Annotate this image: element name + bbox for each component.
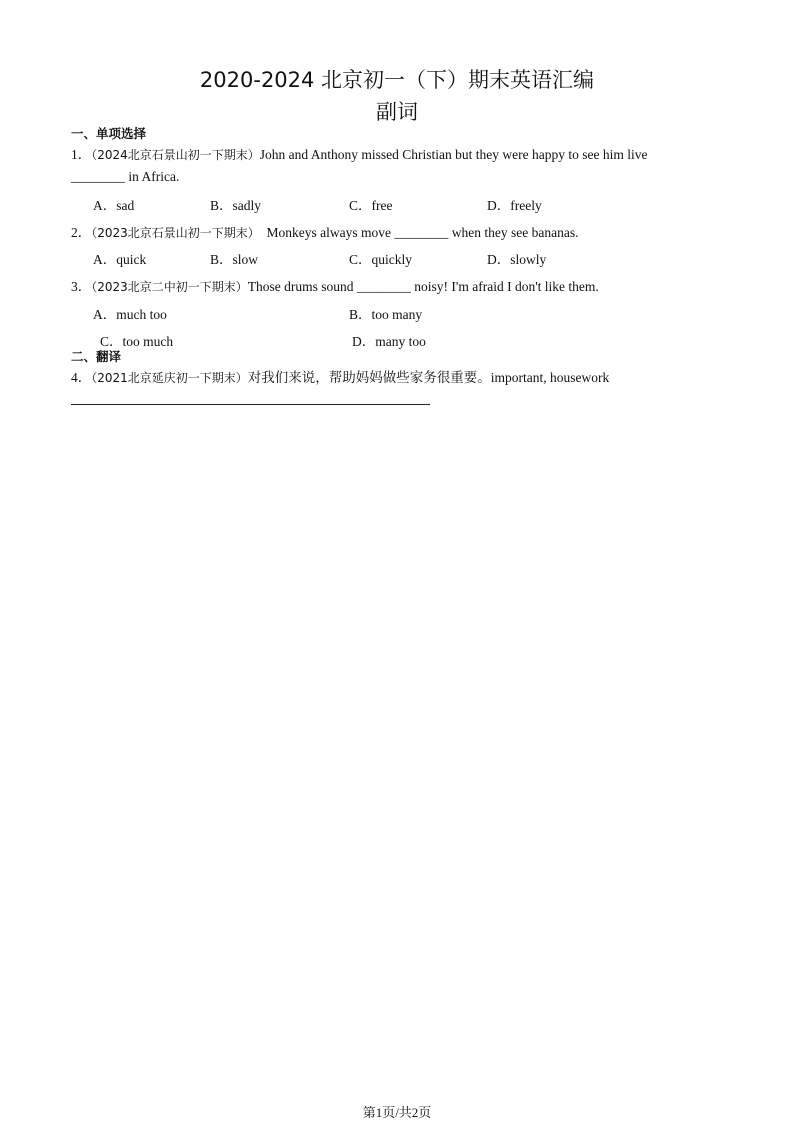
question-3-option-b[interactable]: B．too many [349,307,423,322]
question-number: 1． [71,147,92,162]
question-2-option-c[interactable]: C．quickly [349,252,412,267]
question-source: （2023北京石景山初一下期末） [91,226,260,240]
question-1-option-c[interactable]: C．free [349,198,393,213]
question-source: （2024北京石景山初一下期末） [91,148,260,162]
question-text: John and Anthony missed Christian but they were happy to see him live [259,147,648,162]
question-2-option-d[interactable]: D．slowly [487,252,547,267]
question-1 [71,143,648,163]
question-text: Monkeys always move ________ when they see bananas. [266,225,579,240]
page-footer: 第1页/共2页 [362,1105,432,1120]
question-source: （2023北京二中初一下期末） [91,280,248,294]
question-3-option-d[interactable]: D．many too [352,334,426,349]
question-4 [71,366,609,386]
answer-blank-line[interactable] [71,404,430,405]
question-1-option-b[interactable]: B．sadly [210,198,262,213]
question-1-option-d[interactable]: D．freely [487,198,542,213]
question-number: 4． [71,370,92,385]
question-3-option-c[interactable]: C．too much [100,334,174,349]
question-3-option-a[interactable]: A．much too [93,307,167,322]
section-heading-translation: 二、翻译 [71,349,122,364]
question-text: 对我们来说，帮助妈妈做些家务很重要。important, housework [247,370,610,385]
question-1-option-a[interactable]: A．sad [93,198,135,213]
question-number: 3． [71,279,92,294]
question-text: Those drums sound ________ noisy! I'm afraid I don't like them. [247,279,599,294]
page-title: 2020-2024 北京初一（下）期末英语汇编 [199,68,595,92]
question-3 [71,275,599,295]
question-2-option-a[interactable]: A．quick [93,252,147,267]
section-heading-single-choice: 一、单项选择 [71,126,147,141]
question-number: 2． [71,225,92,240]
question-1-text-continued: ________ in Africa. [71,169,180,184]
page-subtitle: 副词 [376,100,418,124]
question-2-option-b[interactable]: B．slow [210,252,259,267]
question-2 [71,221,578,241]
question-source: （2021北京延庆初一下期末） [91,371,248,385]
